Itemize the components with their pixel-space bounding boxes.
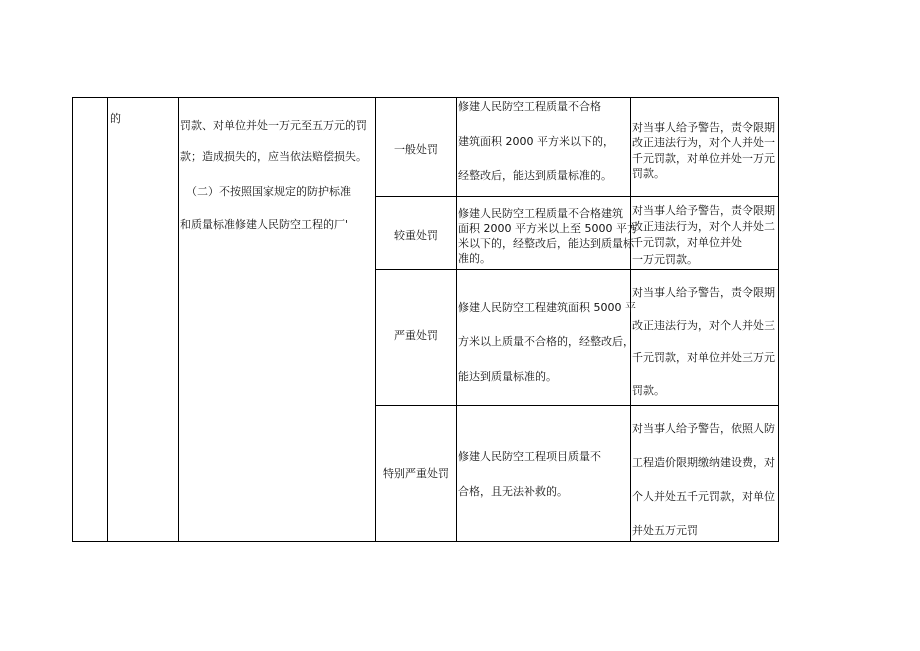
situation-line: 合格，且无法补救的。 xyxy=(458,485,568,498)
penalty-line: 罚款。 xyxy=(632,384,665,397)
col-divider-1 xyxy=(107,97,108,542)
legal-text-line: 和质量标准修建人民防空工程的厂' xyxy=(180,218,349,231)
col-divider-2 xyxy=(178,97,179,542)
table-left-border xyxy=(72,97,73,542)
situation-line: 修建人民防空工程质量不合格 xyxy=(458,100,601,113)
legal-text-line: 款；造成损失的，应当依法赔偿损失。 xyxy=(180,150,367,163)
legal-text-line: （二）不按照国家规定的防护标准 xyxy=(186,185,351,198)
table-right-border xyxy=(778,97,779,542)
col2-text: 的 xyxy=(110,112,121,125)
penalty-line: 罚款。 xyxy=(632,167,665,180)
situation-line: 经整改后，能达到质量标准的。 xyxy=(458,169,612,182)
penalty-line: 千元罚款，对单位并处三万元 xyxy=(632,351,775,364)
row-divider-1 xyxy=(375,196,779,197)
situation-line: 修建人民防空工程建筑面积 5000 平 xyxy=(458,301,636,314)
col-divider-5 xyxy=(630,97,631,542)
situation-line: 面积 2000 平方米以上至 5000 平方 xyxy=(458,222,638,235)
situation-line: 方米以上质量不合格的，经整改后， xyxy=(458,335,634,348)
penalty-line: 并处五万元罚 xyxy=(632,524,698,537)
penalty-line: 改正违法行为，对个人并处二 xyxy=(632,220,775,233)
situation-line: 准的。 xyxy=(458,252,491,265)
penalty-line: 千元罚款，对单位并处 xyxy=(632,236,742,249)
penalty-line: 对当事人给予警告，责令限期 xyxy=(632,204,775,217)
legal-text-line: 罚款、对单位并处一万元至五万元的罚 xyxy=(180,119,367,132)
penalty-line: 个人并处五千元罚款，对单位 xyxy=(632,490,775,503)
situation-line: 修建人民防空工程质量不合格建筑 xyxy=(458,207,623,220)
penalty-level-label: 一般处罚 xyxy=(394,143,438,156)
penalty-line: 一万元罚款。 xyxy=(632,253,698,266)
penalty-line: 工程造价限期缴纳建设费，对 xyxy=(632,456,775,469)
penalty-line: 对当事人给予警告，责令限期 xyxy=(632,121,775,134)
penalty-line: 对当事人给予警告，责令限期 xyxy=(632,286,775,299)
penalty-level-label: 特别严重处罚 xyxy=(383,467,449,480)
situation-line: 修建人民防空工程项目质量不 xyxy=(458,450,601,463)
penalty-line: 改正违法行为，对个人并处三 xyxy=(632,319,775,332)
penalty-line: 改正违法行为，对个人并处一 xyxy=(632,136,775,149)
col-divider-4 xyxy=(456,97,457,542)
situation-line: 米以下的，经整改后，能达到质量标 xyxy=(458,237,634,250)
row-divider-3 xyxy=(375,405,779,406)
situation-line: 建筑面积 2000 平方米以下的， xyxy=(458,135,614,148)
penalty-line: 千元罚款，对单位并处一万元 xyxy=(632,152,775,165)
penalty-line: 对当事人给予警告，依照人防 xyxy=(632,422,775,435)
penalty-level-label: 较重处罚 xyxy=(394,229,438,242)
row-divider-2 xyxy=(375,269,779,270)
situation-line: 能达到质量标准的。 xyxy=(458,370,557,383)
penalty-level-label: 严重处罚 xyxy=(394,329,438,342)
